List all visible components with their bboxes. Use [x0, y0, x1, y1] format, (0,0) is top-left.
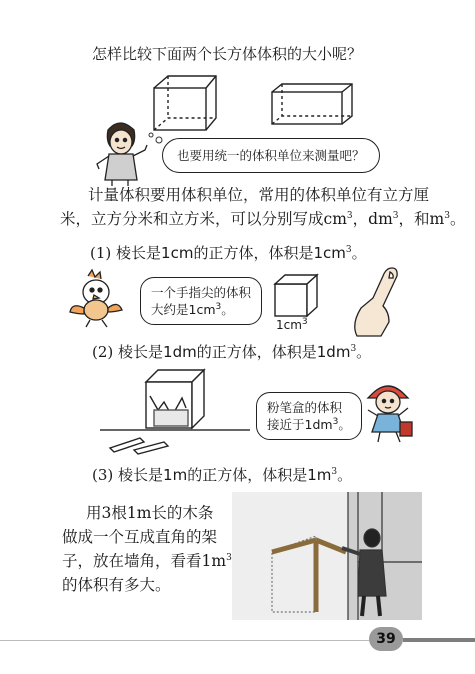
bubble-finger-end: 。 — [221, 302, 234, 317]
activity-line4: 的体积有多大。 — [62, 576, 171, 594]
bubble-chalk-exp: 3 — [332, 416, 339, 427]
item3-end: 。 — [337, 466, 353, 484]
thought-dots — [148, 132, 166, 146]
item1-text-pre: 棱长是 — [116, 244, 162, 262]
activity-line3-text: 子，放在墙角，看看1m — [62, 552, 227, 570]
speech-bubble-chalk — [256, 392, 362, 440]
bubble-finger-line2-text: 大约是 — [151, 302, 189, 317]
activity-line1: 用3根1m长的木条 — [86, 504, 214, 522]
item1-num: (1) — [90, 244, 112, 262]
footer-bar — [403, 638, 475, 642]
unit-dm3 — [368, 210, 398, 228]
cube-1cm-exp: 3 — [301, 317, 308, 327]
question-text: 怎样比较下面两个长方体体积的大小呢？ — [92, 45, 363, 63]
unit-m3 — [430, 210, 450, 228]
activity-line2: 做成一个互成直角的架 — [62, 528, 218, 546]
bubble-measure-text: 也要用统一的体积单位来测量吧？ — [177, 148, 365, 163]
sep2: ，和 — [398, 210, 430, 228]
item2-text-mid: 的正方体，体积是 — [196, 343, 317, 361]
item3-exp: 3 — [331, 467, 338, 477]
cuboid-left-figure — [150, 72, 220, 134]
item3-num: (3) — [92, 466, 114, 484]
page-number: 39 — [369, 627, 403, 651]
activity-line3 — [62, 550, 232, 572]
unit-cm-exp: 3 — [346, 210, 353, 221]
bubble-finger-exp: 3 — [215, 301, 222, 312]
item3-text-mid: 的正方体，体积是 — [187, 466, 308, 484]
footer-line — [0, 640, 369, 641]
item1-vol: 1cm — [313, 244, 346, 262]
unit-m-exp: 3 — [444, 210, 450, 221]
item3-text-pre: 棱长是 — [118, 466, 164, 484]
item2-vol: 1dm — [316, 343, 351, 361]
item3-line — [92, 465, 352, 485]
intro-line2-text: 米，立方分米和立方米，可以分别写成 — [60, 210, 324, 228]
item3-edge: 1m — [163, 466, 188, 484]
item2-edge: 1dm — [163, 343, 197, 361]
chalk-box-illustration — [100, 368, 250, 458]
item1-edge: 1cm — [161, 244, 194, 262]
activity-exp: 3 — [226, 552, 232, 563]
unit-m-text: m — [429, 210, 445, 228]
bubble-chalk-line1: 粉笔盒的体积 — [267, 400, 343, 415]
cube-1cm-label — [276, 318, 308, 332]
item2-end: 。 — [356, 343, 372, 361]
bubble-finger-value: 1cm — [188, 302, 216, 317]
item2-num: (2) — [92, 343, 114, 361]
bubble-chalk-end: 。 — [338, 417, 351, 432]
unit-cm-text: cm — [323, 210, 347, 228]
intro-line1: 计量体积要用体积单位，常用的体积单位有立方厘 — [88, 186, 430, 204]
speech-bubble-finger — [140, 277, 262, 325]
item1-line — [90, 243, 367, 263]
cuboid-right-figure — [268, 80, 354, 128]
bubble-chalk-line2-text: 接近于 — [267, 417, 305, 432]
speech-bubble-measure — [162, 138, 380, 173]
unit-dm-exp: 3 — [392, 210, 399, 221]
item2-line — [92, 342, 371, 362]
item2-exp: 3 — [350, 344, 357, 354]
item2-text-pre: 棱长是 — [118, 343, 164, 361]
girl-illustration — [360, 380, 418, 444]
boy-illustration — [92, 116, 148, 188]
unit-dm-text: dm — [368, 210, 393, 228]
bubble-finger-line1: 一个手指尖的体积 — [151, 285, 252, 300]
item3-vol: 1m — [307, 466, 332, 484]
unit-cm3 — [324, 210, 353, 228]
cube-1cm-value: 1cm — [276, 318, 302, 332]
item1-end: 。 — [351, 244, 367, 262]
intro-line2 — [60, 208, 465, 230]
sep1: ， — [352, 210, 369, 228]
intro-end: 。 — [449, 210, 466, 228]
finger-illustration — [348, 266, 408, 336]
corner-frame-illustration — [232, 492, 422, 620]
bubble-chalk-line2 — [267, 416, 351, 433]
bubble-finger-line2 — [151, 301, 251, 318]
item1-text-mid: 的正方体，体积是 — [193, 244, 314, 262]
bird-illustration — [66, 270, 130, 328]
bubble-chalk-value: 1dm — [304, 417, 333, 432]
item1-exp: 3 — [345, 245, 352, 255]
cube-1cm-figure — [272, 272, 318, 318]
